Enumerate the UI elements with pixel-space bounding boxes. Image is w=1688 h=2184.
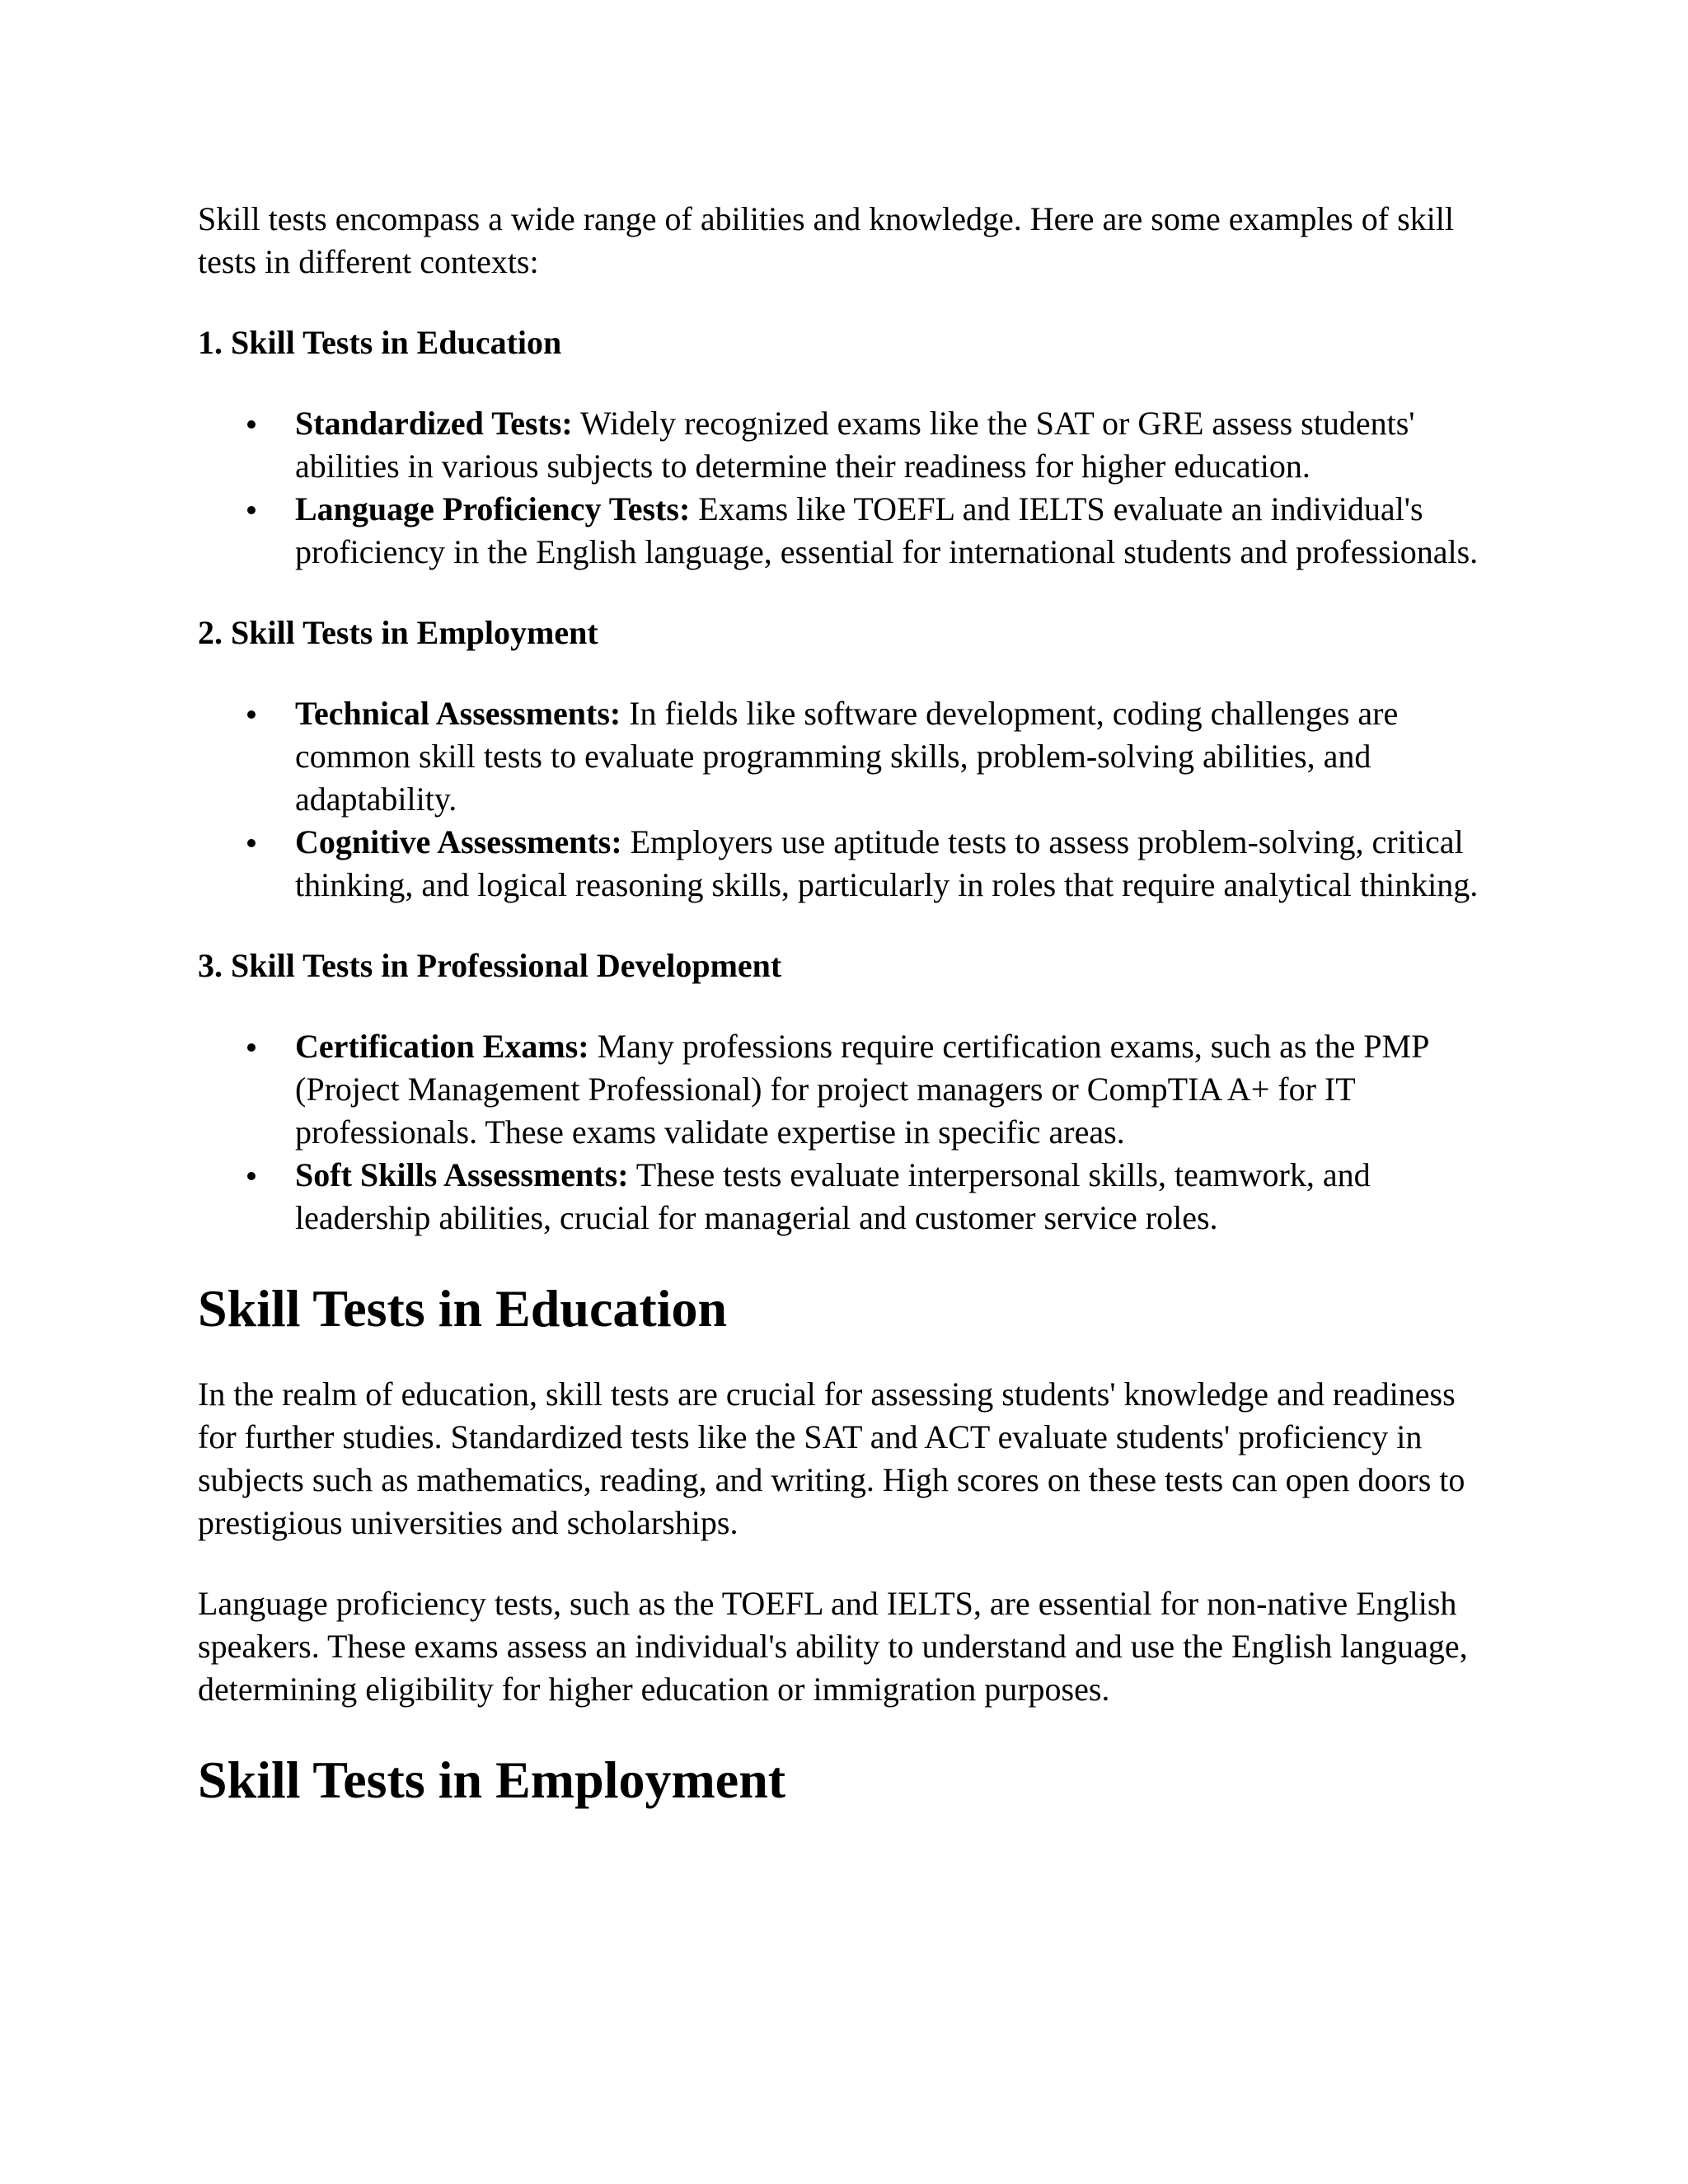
intro-paragraph: Skill tests encompass a wide range of abilities and knowledge. Here are some examples of skill tests in different contexts:	[198, 200, 1455, 280]
list-item	[198, 821, 1500, 907]
document-page	[198, 198, 1500, 1844]
education-paragraph: Language proficiency tests, such as the TOEFL and IELTS, are essential for non-native English speakers. These exams assess an individual's ability to understand and use the English language, determining eligibility for higher education or immigration purposes.	[198, 1585, 1468, 1708]
list-item	[198, 692, 1500, 821]
bullet-icon	[247, 1043, 256, 1052]
list-item-term: Technical Assessments:	[295, 695, 621, 732]
bullet-icon	[247, 1172, 256, 1180]
list-item-text: Exams like TOEFL and IELTS evaluate an individual's proficiency in the English language, essential for international students and professionals.	[295, 490, 1479, 570]
bullet-icon	[247, 506, 256, 514]
list-item	[198, 1025, 1500, 1154]
list-item-text: Widely recognized exams like the SAT or GRE assess students' abilities in various subjects to determine their readiness for higher education.	[295, 405, 1415, 485]
list-item-term: Certification Exams:	[295, 1028, 589, 1065]
list-item-text: These tests evaluate interpersonal skills, teamwork, and leadership abilities, crucial for managerial and customer service roles.	[295, 1156, 1371, 1236]
list-item-text: Many professions require certification exams, such as the PMP (Project Management Professional) for project managers or CompTIA A+ for IT professionals. These exams validate expertise in specific areas.	[295, 1028, 1428, 1151]
list-item	[198, 1154, 1500, 1240]
list-item-text: Employers use aptitude tests to assess problem-solving, critical thinking, and logical reasoning skills, particularly in roles that require analytical thinking.	[295, 823, 1479, 903]
list-item-term: Cognitive Assessments:	[295, 823, 622, 860]
list-item-term: Standardized Tests:	[295, 405, 573, 442]
group-heading-employment: 2. Skill Tests in Employment	[198, 614, 598, 651]
list-item-text: In fields like software development, coding challenges are common skill tests to evaluate programming skills, problem-solving abilities, and adaptability.	[295, 695, 1399, 818]
employment-bullet-list	[198, 692, 1500, 907]
professional-development-bullet-list	[198, 1025, 1500, 1240]
list-item-term: Soft Skills Assessments:	[295, 1156, 629, 1193]
list-item	[198, 402, 1500, 488]
education-paragraph: In the realm of education, skill tests are crucial for assessing students' knowledge and readiness for further studies. Standardized tests like the SAT and ACT evaluate students' proficiency in subjects such as mathematics, reading, and writing. High scores on these tests can open doors to prestigious universities and scholarships.	[198, 1376, 1465, 1541]
bullet-icon	[247, 420, 256, 429]
section-title-education: Skill Tests in Education	[198, 1279, 728, 1338]
group-heading-education: 1. Skill Tests in Education	[198, 324, 562, 361]
bullet-icon	[247, 710, 256, 719]
list-item	[198, 488, 1500, 574]
list-item-term: Language Proficiency Tests:	[295, 490, 691, 527]
bullet-icon	[247, 839, 256, 847]
group-heading-professional-development: 3. Skill Tests in Professional Development	[198, 947, 782, 984]
section-title-employment: Skill Tests in Employment	[198, 1750, 786, 1809]
education-bullet-list	[198, 402, 1500, 574]
